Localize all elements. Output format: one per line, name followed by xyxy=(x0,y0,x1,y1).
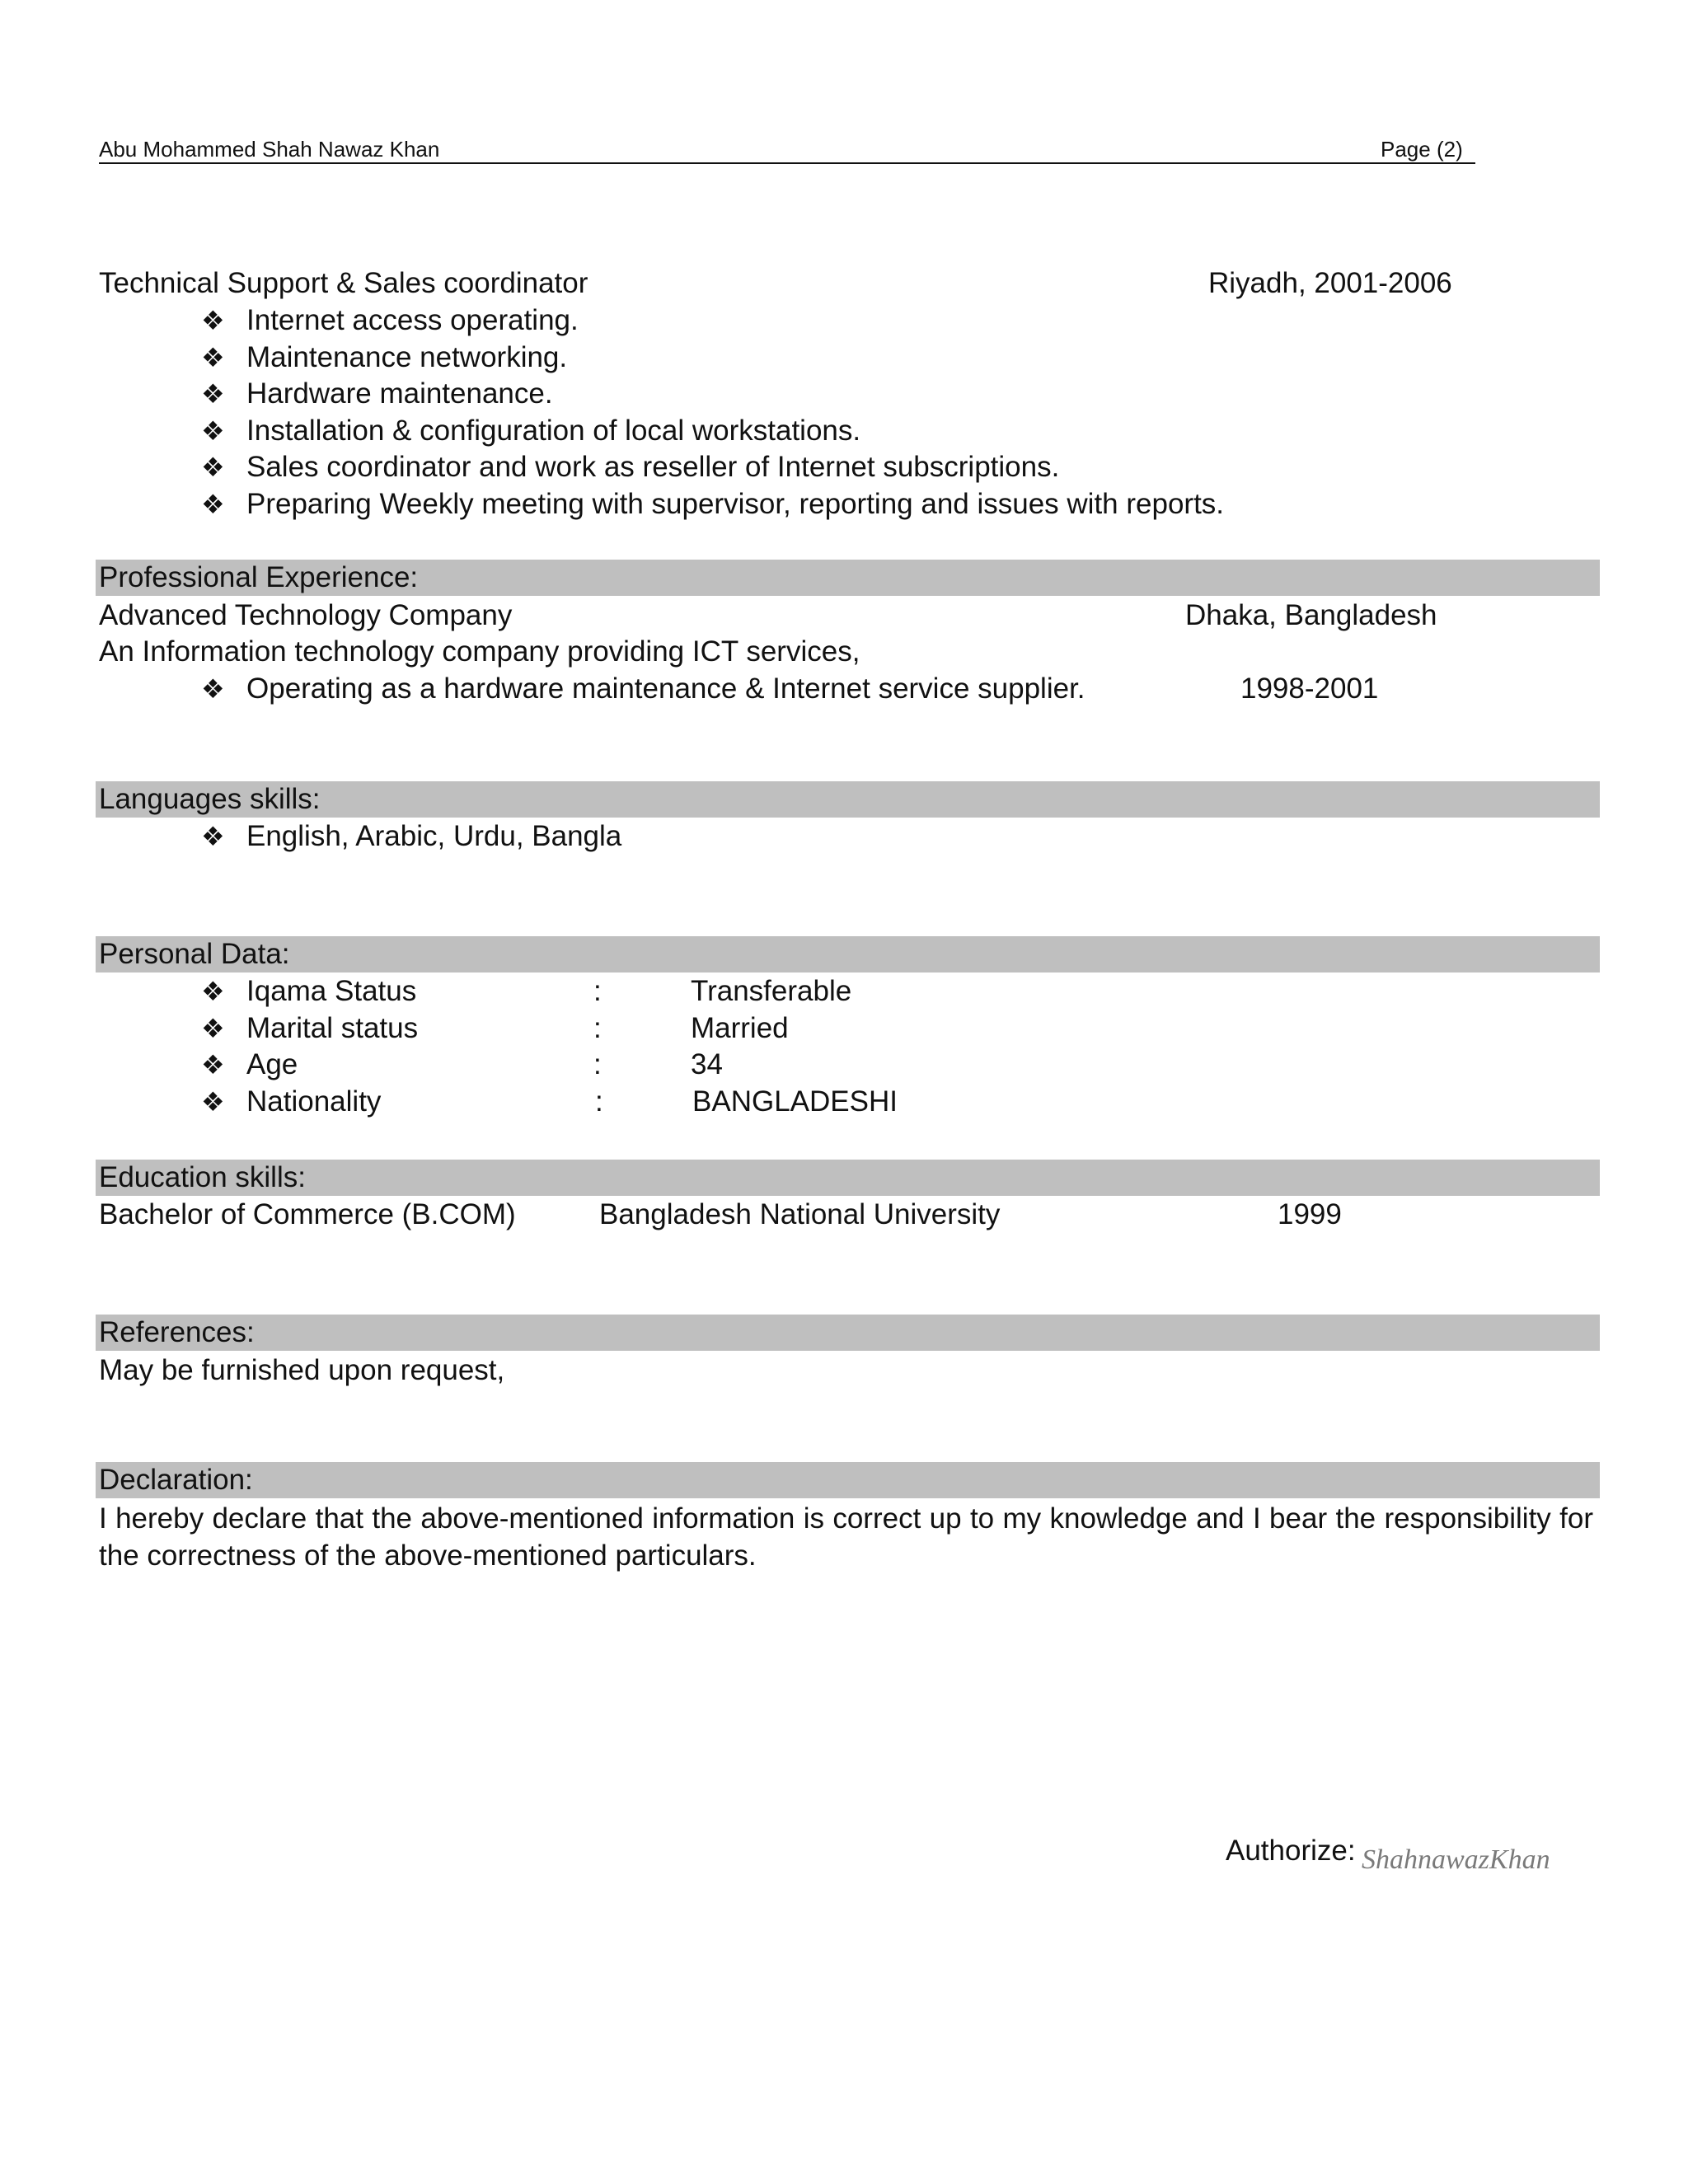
section-bar-personal xyxy=(96,936,1600,972)
job-item-text: Internet access operating. xyxy=(246,304,579,336)
section-heading: Languages skills: xyxy=(99,783,321,815)
personal-label: Marital status xyxy=(246,1012,419,1044)
personal-value: Transferable xyxy=(691,975,852,1007)
job-item-text: Sales coordinator and work as reseller of Internet subscriptions. xyxy=(246,451,1060,483)
section-heading: References: xyxy=(99,1316,255,1348)
references-text: May be furnished upon request, xyxy=(99,1354,505,1386)
personal-value: Married xyxy=(691,1012,789,1044)
personal-value: BANGLADESHI xyxy=(692,1085,898,1118)
page-number: Page (2) xyxy=(1381,137,1463,162)
bullet-icon: ❖ xyxy=(201,490,225,519)
personal-separator: : xyxy=(595,1085,603,1118)
job-item-text: Installation & configuration of local workstations. xyxy=(246,415,861,447)
job-location-dates: Riyadh, 2001-2006 xyxy=(1208,267,1452,299)
declaration-text: I hereby declare that the above-mentioned information is correct up to my knowledge and I bear the responsibility for the correctness of the above-mentioned particulars. xyxy=(99,1502,1593,1572)
personal-label: Nationality xyxy=(246,1085,382,1118)
bullet-icon: ❖ xyxy=(201,977,225,1006)
education-institution: Bangladesh National University xyxy=(599,1198,1001,1230)
company-location: Dhaka, Bangladesh xyxy=(1185,599,1437,631)
section-heading: Professional Experience: xyxy=(99,561,419,593)
language-item: English, Arabic, Urdu, Bangla xyxy=(246,820,622,852)
bullet-icon: ❖ xyxy=(201,452,225,482)
personal-separator: : xyxy=(593,1012,602,1044)
job-title: Technical Support & Sales coordinator xyxy=(99,267,588,299)
signature: ShahnawazKhan xyxy=(1362,1844,1550,1875)
bullet-icon: ❖ xyxy=(201,674,225,704)
personal-separator: : xyxy=(593,1048,602,1080)
job-item-text: Preparing Weekly meeting with supervisor, reporting and issues with reports. xyxy=(246,488,1225,520)
job-item-text: Maintenance networking. xyxy=(246,341,568,373)
personal-value: 34 xyxy=(691,1048,723,1080)
section-bar-languages xyxy=(96,781,1600,818)
authorize-label: Authorize: xyxy=(1226,1835,1356,1867)
personal-label: Iqama Status xyxy=(246,975,417,1007)
bullet-icon: ❖ xyxy=(201,1050,225,1080)
bullet-icon: ❖ xyxy=(201,1014,225,1043)
bullet-icon: ❖ xyxy=(201,1087,225,1117)
company-name: Advanced Technology Company xyxy=(99,599,513,631)
section-bar-education xyxy=(96,1160,1600,1196)
job-item-text: Hardware maintenance. xyxy=(246,377,553,410)
experience-item: Operating as a hardware maintenance & Internet service supplier. xyxy=(246,673,1085,705)
personal-label: Age xyxy=(246,1048,298,1080)
education-year: 1999 xyxy=(1278,1198,1342,1230)
personal-separator: : xyxy=(593,975,602,1007)
bullet-icon: ❖ xyxy=(201,416,225,446)
header-name: Abu Mohammed Shah Nawaz Khan xyxy=(99,137,440,162)
section-heading: Personal Data: xyxy=(99,938,290,970)
section-heading: Declaration: xyxy=(99,1464,253,1496)
header-rule xyxy=(99,162,1475,164)
bullet-icon: ❖ xyxy=(201,822,225,851)
company-description: An Information technology company providing ICT services, xyxy=(99,635,860,668)
section-bar-references xyxy=(96,1315,1600,1351)
bullet-icon: ❖ xyxy=(201,379,225,409)
experience-dates: 1998-2001 xyxy=(1240,673,1379,705)
section-bar-professional xyxy=(96,560,1600,596)
section-heading: Education skills: xyxy=(99,1161,306,1193)
bullet-icon: ❖ xyxy=(201,343,225,373)
bullet-icon: ❖ xyxy=(201,306,225,335)
section-bar-declaration xyxy=(96,1462,1600,1498)
education-degree: Bachelor of Commerce (B.COM) xyxy=(99,1198,516,1230)
